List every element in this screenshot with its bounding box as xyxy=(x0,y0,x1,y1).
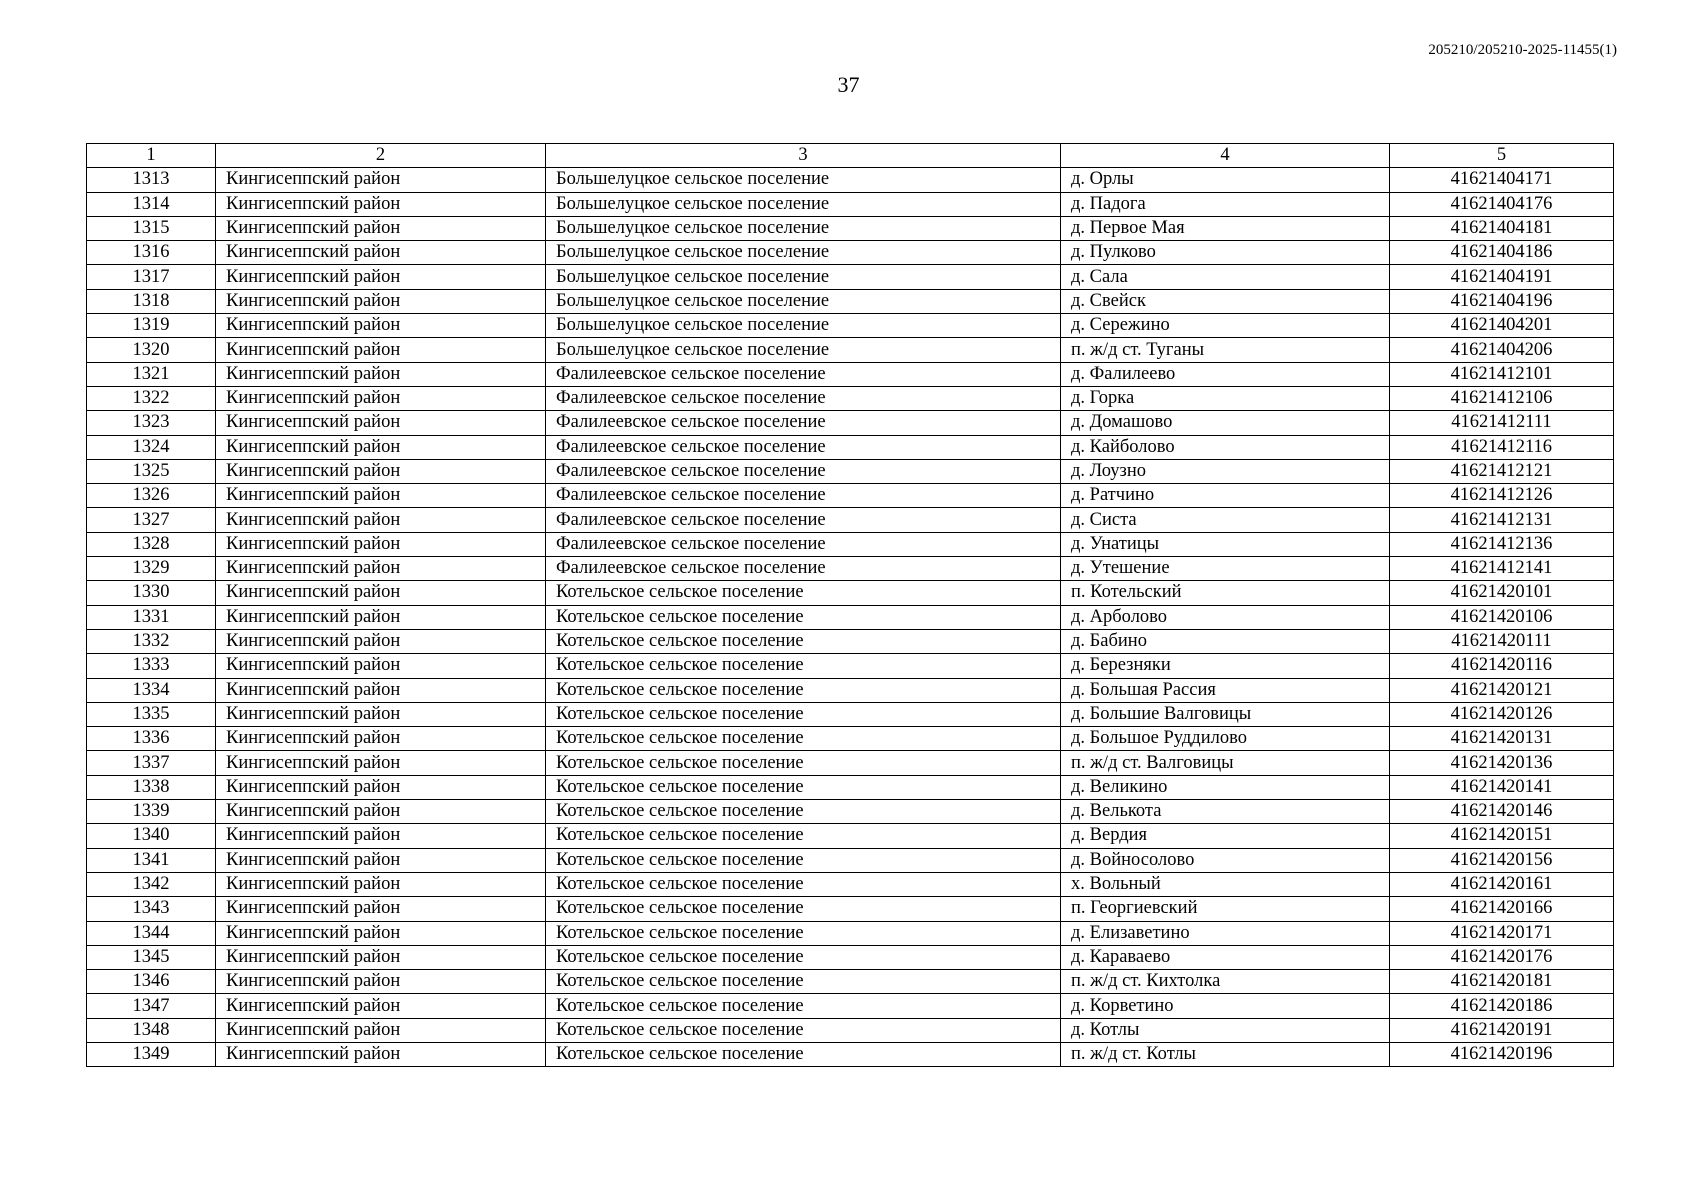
row-number-cell: 1316 xyxy=(87,241,216,265)
settlement-cell: Котельское сельское поселение xyxy=(546,775,1061,799)
district-cell: Кингисеппский район xyxy=(216,994,546,1018)
code-cell: 41621404191 xyxy=(1390,265,1614,289)
settlement-cell: Фалилеевское сельское поселение xyxy=(546,532,1061,556)
district-cell: Кингисеппский район xyxy=(216,557,546,581)
district-cell: Кингисеппский район xyxy=(216,1042,546,1066)
row-number-cell: 1343 xyxy=(87,897,216,921)
settlement-cell: Большелуцкое сельское поселение xyxy=(546,289,1061,313)
code-cell: 41621420166 xyxy=(1390,897,1614,921)
settlement-cell: Большелуцкое сельское поселение xyxy=(546,265,1061,289)
table-row xyxy=(87,678,1614,702)
code-cell: 41621420181 xyxy=(1390,970,1614,994)
locality-cell: д. Караваево xyxy=(1061,945,1390,969)
table-row xyxy=(87,629,1614,653)
code-cell: 41621412121 xyxy=(1390,459,1614,483)
table-row xyxy=(87,216,1614,240)
row-number-cell: 1344 xyxy=(87,921,216,945)
table-row xyxy=(87,362,1614,386)
district-cell: Кингисеппский район xyxy=(216,338,546,362)
row-number-cell: 1331 xyxy=(87,605,216,629)
code-cell: 41621412106 xyxy=(1390,386,1614,410)
district-cell: Кингисеппский район xyxy=(216,945,546,969)
locality-cell: д. Первое Мая xyxy=(1061,216,1390,240)
locality-cell: п. Георгиевский xyxy=(1061,897,1390,921)
row-number-cell: 1327 xyxy=(87,508,216,532)
row-number-cell: 1320 xyxy=(87,338,216,362)
row-number-cell: 1328 xyxy=(87,532,216,556)
district-cell: Кингисеппский район xyxy=(216,508,546,532)
locality-cell: д. Елизаветино xyxy=(1061,921,1390,945)
row-number-cell: 1322 xyxy=(87,386,216,410)
code-cell: 41621404176 xyxy=(1390,192,1614,216)
settlement-cell: Большелуцкое сельское поселение xyxy=(546,314,1061,338)
settlement-cell: Котельское сельское поселение xyxy=(546,872,1061,896)
code-cell: 41621412111 xyxy=(1390,411,1614,435)
table-row xyxy=(87,192,1614,216)
district-cell: Кингисеппский район xyxy=(216,192,546,216)
table-row xyxy=(87,1042,1614,1066)
code-cell: 41621420151 xyxy=(1390,824,1614,848)
district-cell: Кингисеппский район xyxy=(216,970,546,994)
code-cell: 41621420191 xyxy=(1390,1018,1614,1042)
settlement-cell: Котельское сельское поселение xyxy=(546,945,1061,969)
code-cell: 41621404196 xyxy=(1390,289,1614,313)
table-row xyxy=(87,581,1614,605)
table-row xyxy=(87,386,1614,410)
settlement-cell: Фалилеевское сельское поселение xyxy=(546,459,1061,483)
settlement-cell: Фалилеевское сельское поселение xyxy=(546,411,1061,435)
settlement-cell: Котельское сельское поселение xyxy=(546,921,1061,945)
table-row xyxy=(87,702,1614,726)
locality-cell: д. Сережино xyxy=(1061,314,1390,338)
settlement-cell: Котельское сельское поселение xyxy=(546,848,1061,872)
table-row xyxy=(87,532,1614,556)
table-row xyxy=(87,605,1614,629)
table-row xyxy=(87,945,1614,969)
code-cell: 41621420146 xyxy=(1390,800,1614,824)
table-row xyxy=(87,168,1614,192)
row-number-cell: 1337 xyxy=(87,751,216,775)
settlement-cell: Котельское сельское поселение xyxy=(546,1018,1061,1042)
settlement-cell: Котельское сельское поселение xyxy=(546,702,1061,726)
column-header: 1 xyxy=(87,144,216,168)
code-cell: 41621412116 xyxy=(1390,435,1614,459)
row-number-cell: 1347 xyxy=(87,994,216,1018)
table-row xyxy=(87,921,1614,945)
settlement-cell: Фалилеевское сельское поселение xyxy=(546,435,1061,459)
locality-cell: д. Большая Рассия xyxy=(1061,678,1390,702)
table-row xyxy=(87,775,1614,799)
row-number-cell: 1315 xyxy=(87,216,216,240)
row-number-cell: 1349 xyxy=(87,1042,216,1066)
district-cell: Кингисеппский район xyxy=(216,314,546,338)
district-cell: Кингисеппский район xyxy=(216,1018,546,1042)
locality-cell: д. Систа xyxy=(1061,508,1390,532)
settlement-cell: Котельское сельское поселение xyxy=(546,970,1061,994)
district-cell: Кингисеппский район xyxy=(216,800,546,824)
district-cell: Кингисеппский район xyxy=(216,484,546,508)
district-cell: Кингисеппский район xyxy=(216,751,546,775)
table-row xyxy=(87,314,1614,338)
district-cell: Кингисеппский район xyxy=(216,921,546,945)
district-cell: Кингисеппский район xyxy=(216,216,546,240)
settlement-cell: Котельское сельское поселение xyxy=(546,654,1061,678)
code-cell: 41621420126 xyxy=(1390,702,1614,726)
code-cell: 41621420121 xyxy=(1390,678,1614,702)
row-number-cell: 1338 xyxy=(87,775,216,799)
table-row xyxy=(87,970,1614,994)
settlement-cell: Фалилеевское сельское поселение xyxy=(546,484,1061,508)
district-cell: Кингисеппский район xyxy=(216,678,546,702)
locality-cell: д. Утешение xyxy=(1061,557,1390,581)
settlement-cell: Большелуцкое сельское поселение xyxy=(546,338,1061,362)
locality-cell: п. ж/д ст. Кихтолка xyxy=(1061,970,1390,994)
code-cell: 41621420186 xyxy=(1390,994,1614,1018)
table-row xyxy=(87,557,1614,581)
table-row xyxy=(87,411,1614,435)
settlement-cell: Котельское сельское поселение xyxy=(546,678,1061,702)
locality-cell: д. Арболово xyxy=(1061,605,1390,629)
code-cell: 41621412136 xyxy=(1390,532,1614,556)
code-cell: 41621420131 xyxy=(1390,727,1614,751)
district-cell: Кингисеппский район xyxy=(216,629,546,653)
row-number-cell: 1326 xyxy=(87,484,216,508)
locality-cell: д. Свейск xyxy=(1061,289,1390,313)
settlement-cell: Большелуцкое сельское поселение xyxy=(546,216,1061,240)
row-number-cell: 1346 xyxy=(87,970,216,994)
settlement-cell: Котельское сельское поселение xyxy=(546,897,1061,921)
district-cell: Кингисеппский район xyxy=(216,362,546,386)
settlement-cell: Фалилеевское сельское поселение xyxy=(546,557,1061,581)
table-row xyxy=(87,484,1614,508)
locality-cell: д. Унатицы xyxy=(1061,532,1390,556)
settlement-cell: Котельское сельское поселение xyxy=(546,751,1061,775)
row-number-cell: 1348 xyxy=(87,1018,216,1042)
locality-cell: д. Домашово xyxy=(1061,411,1390,435)
column-header: 4 xyxy=(1061,144,1390,168)
code-cell: 41621404206 xyxy=(1390,338,1614,362)
locality-cell: д. Котлы xyxy=(1061,1018,1390,1042)
document-id: 205210/205210-2025-11455(1) xyxy=(1428,42,1617,58)
row-number-cell: 1317 xyxy=(87,265,216,289)
settlement-cell: Фалилеевское сельское поселение xyxy=(546,386,1061,410)
settlement-cell: Котельское сельское поселение xyxy=(546,800,1061,824)
row-number-cell: 1325 xyxy=(87,459,216,483)
table-row xyxy=(87,994,1614,1018)
code-cell: 41621412101 xyxy=(1390,362,1614,386)
column-header: 2 xyxy=(216,144,546,168)
table-row xyxy=(87,289,1614,313)
locality-cell: д. Падога xyxy=(1061,192,1390,216)
row-number-cell: 1321 xyxy=(87,362,216,386)
locality-cell: п. ж/д ст. Котлы xyxy=(1061,1042,1390,1066)
locality-cell: д. Бабино xyxy=(1061,629,1390,653)
settlement-cell: Котельское сельское поселение xyxy=(546,994,1061,1018)
locality-cell: п. Котельский xyxy=(1061,581,1390,605)
column-header: 3 xyxy=(546,144,1061,168)
settlement-cell: Фалилеевское сельское поселение xyxy=(546,508,1061,532)
locality-cell: д. Кайболово xyxy=(1061,435,1390,459)
district-cell: Кингисеппский район xyxy=(216,775,546,799)
column-header: 5 xyxy=(1390,144,1614,168)
table-row xyxy=(87,872,1614,896)
table-row xyxy=(87,435,1614,459)
table-row xyxy=(87,824,1614,848)
settlement-cell: Фалилеевское сельское поселение xyxy=(546,362,1061,386)
row-number-cell: 1324 xyxy=(87,435,216,459)
locality-cell: д. Войносолово xyxy=(1061,848,1390,872)
district-cell: Кингисеппский район xyxy=(216,241,546,265)
table-row xyxy=(87,338,1614,362)
row-number-cell: 1333 xyxy=(87,654,216,678)
row-number-cell: 1319 xyxy=(87,314,216,338)
locality-cell: д. Ратчино xyxy=(1061,484,1390,508)
row-number-cell: 1339 xyxy=(87,800,216,824)
district-cell: Кингисеппский район xyxy=(216,289,546,313)
table-row xyxy=(87,848,1614,872)
code-cell: 41621404181 xyxy=(1390,216,1614,240)
row-number-cell: 1330 xyxy=(87,581,216,605)
district-cell: Кингисеппский район xyxy=(216,848,546,872)
locality-cell: п. ж/д ст. Туганы xyxy=(1061,338,1390,362)
row-number-cell: 1323 xyxy=(87,411,216,435)
table-row xyxy=(87,241,1614,265)
district-cell: Кингисеппский район xyxy=(216,654,546,678)
settlements-table xyxy=(86,143,1614,1067)
row-number-cell: 1345 xyxy=(87,945,216,969)
code-cell: 41621420141 xyxy=(1390,775,1614,799)
code-cell: 41621404186 xyxy=(1390,241,1614,265)
table-header-row xyxy=(87,144,1614,168)
code-cell: 41621420171 xyxy=(1390,921,1614,945)
code-cell: 41621420116 xyxy=(1390,654,1614,678)
district-cell: Кингисеппский район xyxy=(216,897,546,921)
row-number-cell: 1332 xyxy=(87,629,216,653)
table-row xyxy=(87,1018,1614,1042)
settlement-cell: Большелуцкое сельское поселение xyxy=(546,192,1061,216)
district-cell: Кингисеппский район xyxy=(216,605,546,629)
settlement-cell: Котельское сельское поселение xyxy=(546,1042,1061,1066)
settlement-cell: Котельское сельское поселение xyxy=(546,581,1061,605)
code-cell: 41621412141 xyxy=(1390,557,1614,581)
settlement-cell: Котельское сельское поселение xyxy=(546,605,1061,629)
locality-cell: х. Вольный xyxy=(1061,872,1390,896)
settlement-cell: Котельское сельское поселение xyxy=(546,824,1061,848)
table-row xyxy=(87,800,1614,824)
row-number-cell: 1314 xyxy=(87,192,216,216)
locality-cell: д. Большое Руддилово xyxy=(1061,727,1390,751)
row-number-cell: 1334 xyxy=(87,678,216,702)
code-cell: 41621420161 xyxy=(1390,872,1614,896)
locality-cell: д. Орлы xyxy=(1061,168,1390,192)
district-cell: Кингисеппский район xyxy=(216,435,546,459)
locality-cell: д. Сала xyxy=(1061,265,1390,289)
locality-cell: д. Великино xyxy=(1061,775,1390,799)
code-cell: 41621420136 xyxy=(1390,751,1614,775)
district-cell: Кингисеппский район xyxy=(216,702,546,726)
table-row xyxy=(87,265,1614,289)
locality-cell: д. Лоузно xyxy=(1061,459,1390,483)
locality-cell: д. Корветино xyxy=(1061,994,1390,1018)
locality-cell: д. Большие Валговицы xyxy=(1061,702,1390,726)
row-number-cell: 1341 xyxy=(87,848,216,872)
district-cell: Кингисеппский район xyxy=(216,411,546,435)
locality-cell: д. Фалилеево xyxy=(1061,362,1390,386)
row-number-cell: 1329 xyxy=(87,557,216,581)
row-number-cell: 1335 xyxy=(87,702,216,726)
code-cell: 41621412131 xyxy=(1390,508,1614,532)
locality-cell: д. Горка xyxy=(1061,386,1390,410)
locality-cell: д. Березняки xyxy=(1061,654,1390,678)
locality-cell: д. Пулково xyxy=(1061,241,1390,265)
code-cell: 41621420106 xyxy=(1390,605,1614,629)
table-row xyxy=(87,654,1614,678)
code-cell: 41621404201 xyxy=(1390,314,1614,338)
row-number-cell: 1313 xyxy=(87,168,216,192)
table-row xyxy=(87,459,1614,483)
settlement-cell: Котельское сельское поселение xyxy=(546,727,1061,751)
district-cell: Кингисеппский район xyxy=(216,265,546,289)
district-cell: Кингисеппский район xyxy=(216,727,546,751)
row-number-cell: 1342 xyxy=(87,872,216,896)
district-cell: Кингисеппский район xyxy=(216,581,546,605)
table-row xyxy=(87,508,1614,532)
row-number-cell: 1336 xyxy=(87,727,216,751)
code-cell: 41621420111 xyxy=(1390,629,1614,653)
district-cell: Кингисеппский район xyxy=(216,532,546,556)
locality-cell: д. Вердия xyxy=(1061,824,1390,848)
district-cell: Кингисеппский район xyxy=(216,824,546,848)
code-cell: 41621412126 xyxy=(1390,484,1614,508)
code-cell: 41621420156 xyxy=(1390,848,1614,872)
settlement-cell: Большелуцкое сельское поселение xyxy=(546,168,1061,192)
table-body xyxy=(87,168,1614,1067)
code-cell: 41621420101 xyxy=(1390,581,1614,605)
table-row xyxy=(87,897,1614,921)
settlement-cell: Большелуцкое сельское поселение xyxy=(546,241,1061,265)
code-cell: 41621420176 xyxy=(1390,945,1614,969)
locality-cell: п. ж/д ст. Валговицы xyxy=(1061,751,1390,775)
district-cell: Кингисеппский район xyxy=(216,459,546,483)
code-cell: 41621420196 xyxy=(1390,1042,1614,1066)
page-number: 37 xyxy=(837,72,860,97)
code-cell: 41621404171 xyxy=(1390,168,1614,192)
row-number-cell: 1340 xyxy=(87,824,216,848)
settlement-cell: Котельское сельское поселение xyxy=(546,629,1061,653)
district-cell: Кингисеппский район xyxy=(216,386,546,410)
row-number-cell: 1318 xyxy=(87,289,216,313)
district-cell: Кингисеппский район xyxy=(216,872,546,896)
table-row xyxy=(87,727,1614,751)
locality-cell: д. Велькота xyxy=(1061,800,1390,824)
table-row xyxy=(87,751,1614,775)
district-cell: Кингисеппский район xyxy=(216,168,546,192)
